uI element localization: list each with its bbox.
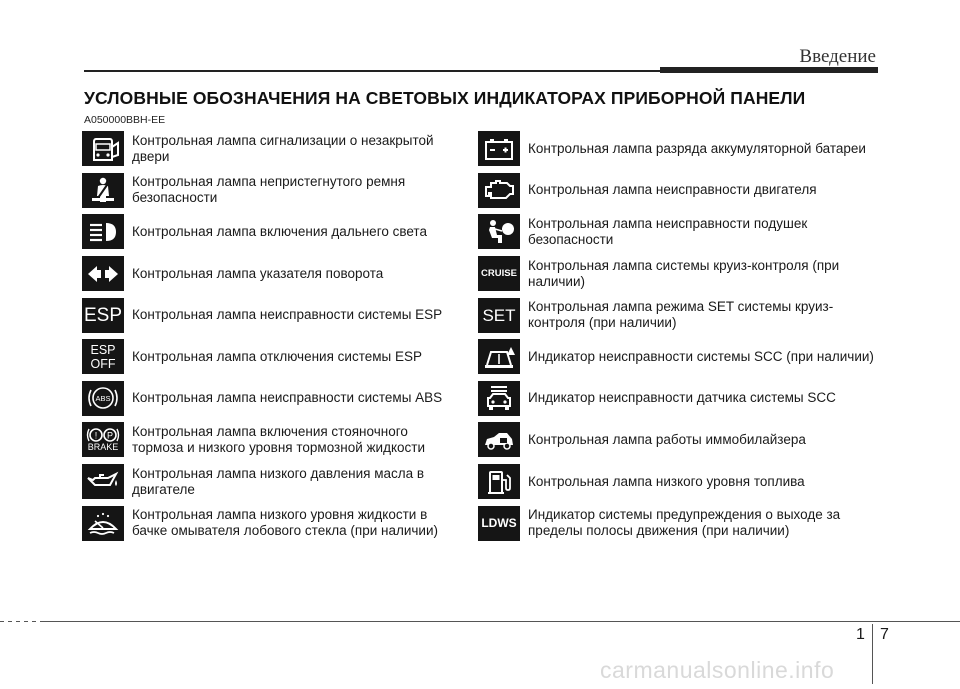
- airbag-icon: [478, 214, 520, 249]
- item-label: Контрольная лампа разряда аккумуляторной батареи: [528, 140, 866, 156]
- list-item: [478, 378, 878, 420]
- item-label: Контрольная лампа неисправности системы ABS: [132, 390, 443, 406]
- turn-signal-icon: [82, 256, 124, 291]
- oil-pressure-icon: [82, 464, 124, 499]
- list-item: [82, 378, 462, 420]
- icon-text: SET: [482, 305, 516, 325]
- immobilizer-icon: [478, 422, 520, 457]
- item-label: Контрольная лампа системы круиз-контроля (при наличии): [528, 257, 840, 289]
- scc-sensor-icon: [478, 381, 520, 416]
- list-item: [82, 502, 462, 544]
- list-item: [478, 253, 878, 295]
- fuel-icon: [478, 464, 520, 499]
- brake-icon: [82, 422, 124, 457]
- icon-text: CRUISE: [481, 267, 517, 279]
- check-engine-icon: [478, 173, 520, 208]
- list-item: [82, 170, 462, 212]
- item-label: Контрольная лампа отключения системы ESP: [132, 348, 422, 364]
- header-rule: [84, 70, 660, 72]
- page-heading: УСЛОВНЫЕ ОБОЗНАЧЕНИЯ НА СВЕТОВЫХ ИНДИКАТОРАХ ПРИБОРНОЙ ПАНЕЛИ: [84, 88, 806, 108]
- battery-icon: [478, 131, 520, 166]
- set-icon: [478, 298, 520, 333]
- item-label: Контрольная лампа низкого уровня жидкости в бачке омывателя лобового стекла (при наличии): [132, 507, 439, 539]
- esp-icon: [82, 298, 124, 333]
- washer-fluid-icon: [82, 506, 124, 541]
- high-beam-icon: [82, 214, 124, 249]
- list-item: [478, 502, 878, 544]
- item-label: Контрольная лампа низкого уровня топлива: [528, 473, 805, 489]
- list-item: [82, 211, 462, 253]
- svg-text:!: !: [94, 430, 98, 441]
- page-number: 7: [880, 626, 889, 643]
- scc-fault-icon: [478, 339, 520, 374]
- item-label: Контрольная лампа указателя поворота: [132, 265, 384, 281]
- item-label: Контрольная лампа сигнализации о незакрытой двери: [132, 132, 434, 164]
- list-item: [478, 211, 878, 253]
- list-item: [82, 419, 462, 461]
- list-item: [82, 128, 462, 170]
- list-item: [478, 461, 878, 503]
- list-item: [82, 294, 462, 336]
- doc-code: A050000BBH-EE: [84, 114, 166, 126]
- item-label: Индикатор неисправности системы SCC (при наличии): [528, 348, 874, 364]
- door-ajar-icon: [82, 131, 124, 166]
- list-item: [82, 461, 462, 503]
- esp-off-icon: [82, 339, 124, 374]
- watermark: carmanualsonline.info: [600, 657, 835, 683]
- header-rule-thick: [660, 67, 878, 73]
- right-indicator-list: [478, 128, 878, 544]
- item-label: Контрольная лампа неисправности системы ESP: [132, 307, 443, 323]
- ldws-icon: [478, 506, 520, 541]
- icon-text: ABS: [95, 393, 111, 403]
- list-item: [478, 170, 878, 212]
- item-label: Контрольная лампа режима SET системы круиз-контроля (при наличии): [528, 299, 834, 331]
- icon-text: ESP: [83, 304, 123, 326]
- item-label: Контрольная лампа непристегнутого ремня безопасности: [132, 174, 406, 206]
- list-item: [478, 336, 878, 378]
- icon-text: BRAKE: [87, 442, 119, 453]
- list-item: [82, 253, 462, 295]
- footer-rule: [40, 621, 960, 622]
- item-label: Контрольная лампа неисправности подушек безопасности: [528, 215, 808, 247]
- page-number-divider: [872, 624, 873, 684]
- list-item: [82, 336, 462, 378]
- abs-icon: [82, 381, 124, 416]
- icon-text: LDWS: [481, 516, 517, 531]
- left-indicator-list: [82, 128, 462, 544]
- list-item: [478, 128, 878, 170]
- svg-text:P: P: [106, 430, 114, 441]
- item-label: Контрольная лампа включения дальнего света: [132, 223, 427, 239]
- cruise-icon: [478, 256, 520, 291]
- item-label: Контрольная лампа работы иммобилайзера: [528, 431, 806, 447]
- item-label: Контрольная лампа низкого давления масла в двигателе: [132, 465, 425, 497]
- list-item: [478, 419, 878, 461]
- item-label: Контрольная лампа неисправности двигателя: [528, 182, 817, 198]
- list-item: [478, 294, 878, 336]
- item-label: Индикатор неисправности датчика системы SCC: [528, 390, 836, 406]
- chapter-number: 1: [856, 626, 865, 643]
- section-title: Введение: [799, 46, 876, 67]
- icon-text: ESP OFF: [90, 342, 116, 371]
- item-label: Контрольная лампа включения стояночного тормоза и низкого уровня тормозной жидкости: [132, 423, 425, 455]
- footer-dashes: [0, 621, 40, 622]
- item-label: Индикатор системы предупреждения о выходе за пределы полосы движения (при наличии): [528, 507, 841, 539]
- seat-belt-icon: [82, 173, 124, 208]
